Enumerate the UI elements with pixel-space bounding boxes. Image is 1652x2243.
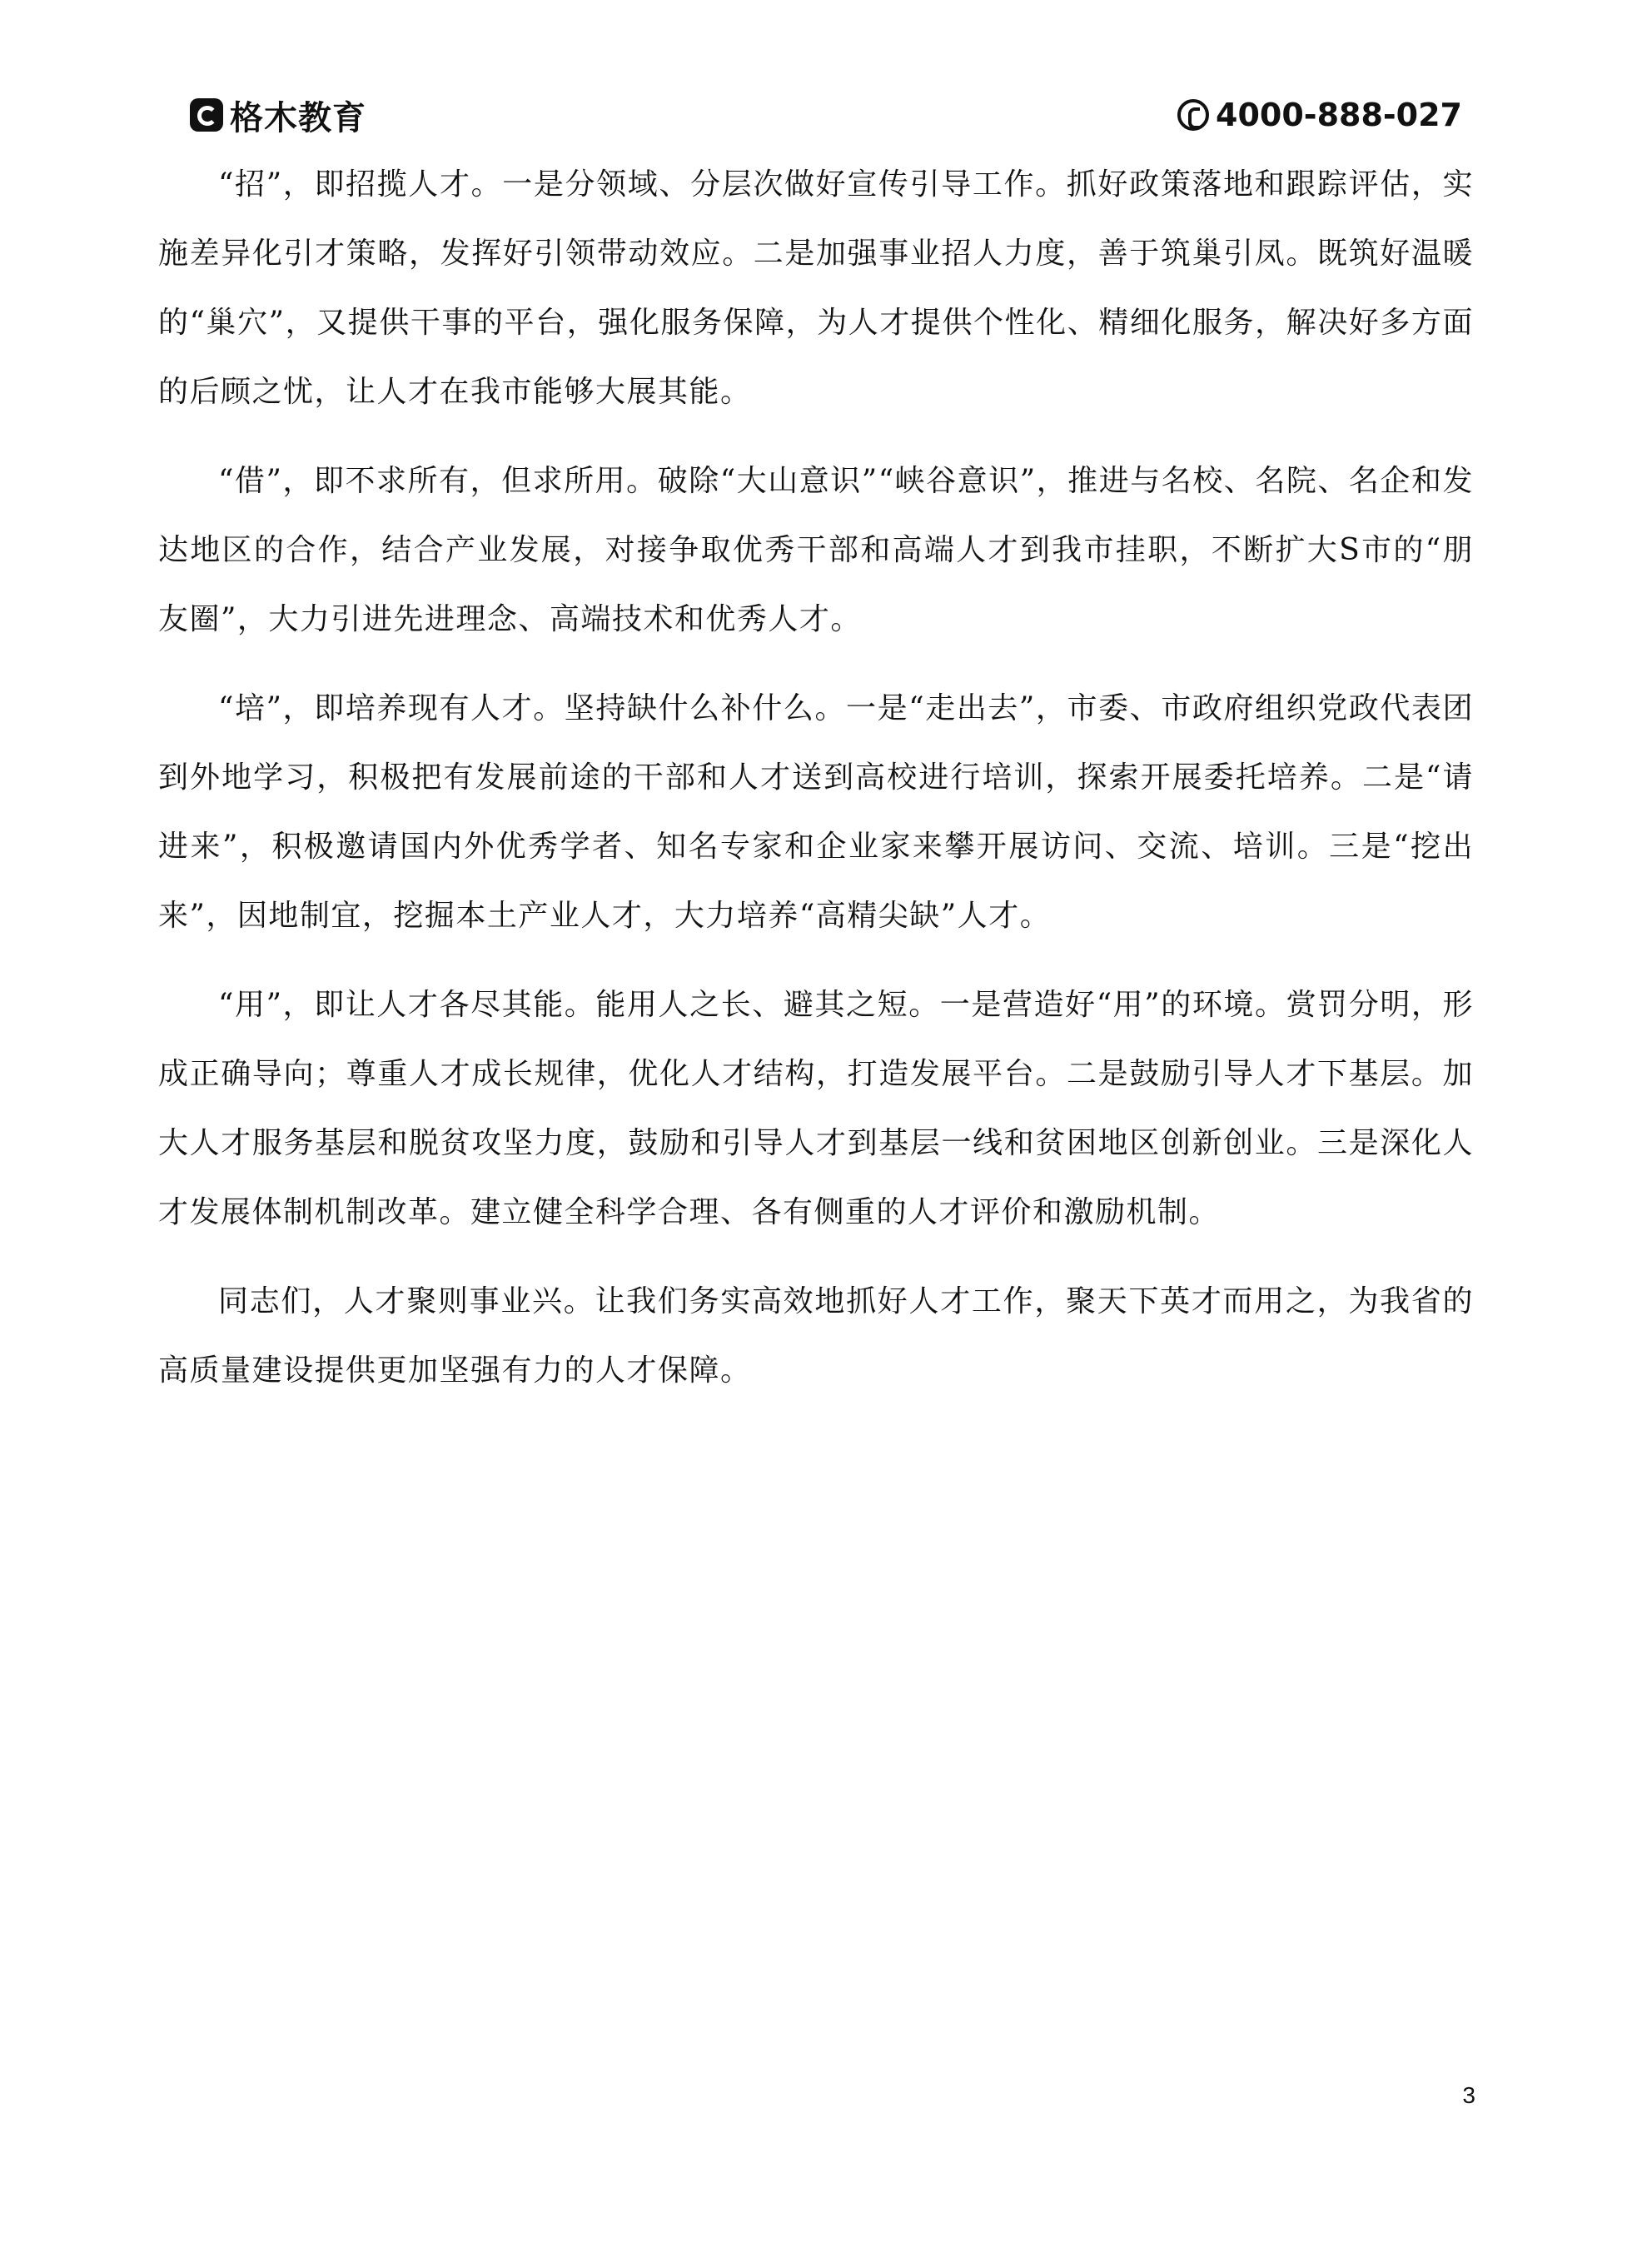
page-number: 3 — [1462, 2082, 1475, 2108]
paragraph-pei: “培”，即培养现有人才。坚持缺什么补什么。一是“走出去”，市委、市政府组织党政代表团到外地学习，积极把有发展前途的干部和人才送到高校进行培训，探索开展委托培养。二是“请进来”，积极邀请国内外优秀学者、知名专家和企业家来攀开展访问、交流、培训。三是“挖出来”，因地制宜，挖掘本土产业人才，大力培养“高精尖缺”人才。 — [158, 691, 1474, 933]
logo-e-icon — [190, 98, 223, 132]
phone-icon — [1177, 99, 1209, 131]
page-header — [190, 90, 1462, 140]
paragraph-zhao: “招”，即招揽人才。一是分领域、分层次做好宣传引导工作。抓好政策落地和跟踪评估，实施差异化引才策略，发挥好引领带动效应。二是加强事业招人力度，善于筑巢引凤。既筑好温暖的“巢穴”，又提供干事的平台，强化服务保障，为人才提供个性化、精细化服务，解决好多方面的后顾之忧，让人才在我市能够大展其能。 — [158, 167, 1474, 409]
brand-logo — [190, 92, 366, 139]
brand-name: 格木教育 — [230, 98, 366, 137]
contact-phone — [1177, 97, 1462, 133]
paragraph-jie: “借”，即不求所有，但求所用。破除“大山意识”“峡谷意识”，推进与名校、名院、名企和发达地区的合作，结合产业发展，对接争取优秀干部和高端人才到我市挂职，不断扩大S市的“朋友圈”，大力引进先进理念、高端技术和优秀人才。 — [158, 464, 1474, 636]
document-body — [158, 150, 1474, 1425]
paragraph-yong: “用”，即让人才各尽其能。能用人之长、避其之短。一是营造好“用”的环境。赏罚分明，形成正确导向；尊重人才成长规律，优化人才结构，打造发展平台。二是鼓励引导人才下基层。加大人才服务基层和脱贫攻坚力度，鼓励和引导人才到基层一线和贫困地区创新创业。三是深化人才发展体制机制改革。建立健全科学合理、各有侧重的人才评价和激励机制。 — [158, 988, 1474, 1229]
phone-number: 4000-888-027 — [1216, 97, 1462, 133]
paragraph-conclusion: 同志们，人才聚则事业兴。让我们务实高效地抓好人才工作，聚天下英才而用之，为我省的高质量建设提供更加坚强有力的人才保障。 — [158, 1284, 1474, 1388]
